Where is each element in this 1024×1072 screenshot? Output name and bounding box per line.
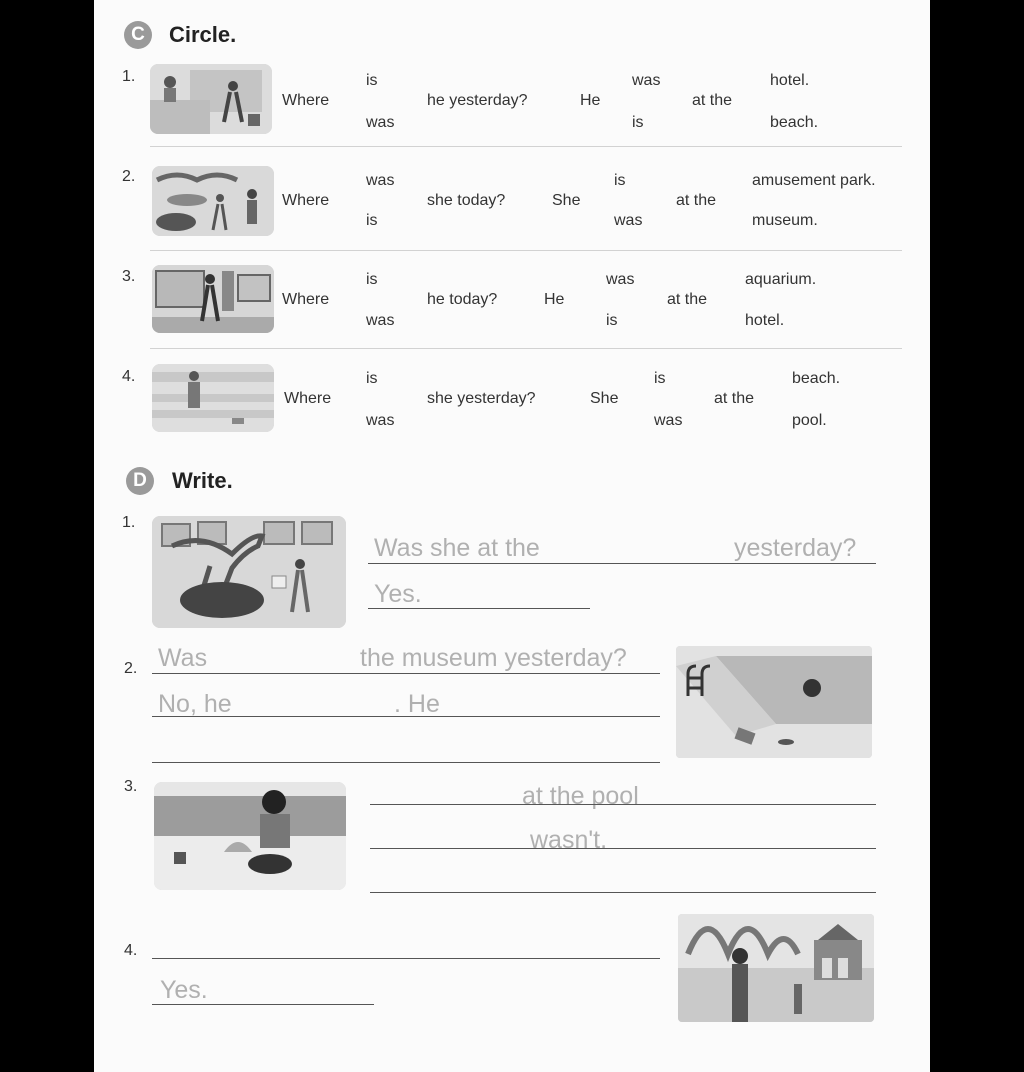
c4-choice-is[interactable]: is (366, 370, 378, 387)
c4-pool-picture (152, 364, 274, 432)
c1-choice-was-2[interactable]: was (632, 72, 661, 89)
c1-where: Where (282, 92, 330, 109)
d1-number: 1. (122, 514, 136, 531)
d3-line1[interactable] (370, 804, 876, 805)
d3-beach-picture (154, 782, 346, 890)
c2-where: Where (282, 192, 330, 209)
d2-question-end: the museum yesterday? (360, 644, 627, 672)
c2-choice-is-2[interactable]: is (614, 172, 626, 189)
c4-at-the: at the (714, 390, 755, 407)
c2-number: 2. (122, 168, 136, 185)
c4-where: Where (284, 390, 332, 407)
c3-aquarium-picture (152, 265, 274, 333)
c1-number: 1. (122, 68, 136, 85)
c4-choice-is-2[interactable]: is (654, 370, 666, 387)
c4-choice-was[interactable]: was (366, 412, 395, 429)
d1-answer-line[interactable] (368, 608, 590, 609)
d3-line1-text: at the pool (522, 782, 639, 810)
c1-question-middle: he yesterday? (427, 92, 528, 109)
c2-choice-was[interactable]: was (366, 172, 395, 189)
c3-choice-aquarium[interactable]: aquarium. (745, 271, 817, 288)
section-c-badge: C (124, 21, 152, 49)
d1-dinosaur-museum-picture (152, 516, 346, 628)
c3-number: 3. (122, 268, 136, 285)
section-d-badge: D (126, 467, 154, 495)
d2-answer-start: No, he (158, 690, 232, 718)
c3-choice-was-2[interactable]: was (606, 271, 635, 288)
c2-choice-is[interactable]: is (366, 212, 378, 229)
d1-question-end: yesterday? (734, 534, 857, 562)
d2-pool-picture (676, 646, 872, 758)
c1-at-the: at the (692, 92, 733, 109)
c2-subject: She (552, 192, 581, 209)
c1-subject: He (580, 92, 601, 109)
c1-hotel-picture (150, 64, 272, 134)
worksheet-page (94, 0, 930, 1072)
c3-where: Where (282, 291, 330, 308)
c3-choice-was[interactable]: was (366, 312, 395, 329)
c2-choice-amusement-park[interactable]: amusement park. (752, 172, 876, 189)
section-d-title: Write. (172, 468, 233, 493)
c4-choice-was-2[interactable]: was (654, 412, 683, 429)
d1-question-start: Was she at the (374, 534, 540, 562)
d3-number: 3. (124, 778, 138, 795)
d4-number: 4. (124, 942, 138, 959)
d1-answer: Yes. (374, 580, 422, 608)
c1-divider (150, 146, 902, 147)
c4-choice-beach[interactable]: beach. (792, 370, 841, 387)
d4-amusement-park-picture (678, 914, 874, 1022)
c4-question-middle: she yesterday? (427, 390, 536, 407)
c4-choice-pool[interactable]: pool. (792, 412, 827, 429)
c2-museum-picture (152, 166, 274, 236)
c1-choice-is[interactable]: is (366, 72, 378, 89)
d4-answer-line[interactable] (152, 1004, 374, 1005)
c2-choice-museum[interactable]: museum. (752, 212, 818, 229)
d2-answer-middle: . He (394, 690, 440, 718)
c1-choice-is-2[interactable]: is (632, 114, 644, 131)
c2-divider (150, 250, 902, 251)
c3-question-middle: he today? (427, 291, 498, 308)
d3-line2[interactable] (370, 848, 876, 849)
c2-at-the: at the (676, 192, 717, 209)
c2-choice-was-2[interactable]: was (614, 212, 643, 229)
c3-choice-hotel[interactable]: hotel. (745, 312, 785, 329)
c3-at-the: at the (667, 291, 708, 308)
d2-number: 2. (124, 660, 138, 677)
d3-line3[interactable] (370, 892, 876, 893)
c3-divider (150, 348, 902, 349)
c2-question-middle: she today? (427, 192, 506, 209)
c3-choice-is-2[interactable]: is (606, 312, 618, 329)
d2-answer-line[interactable] (152, 716, 660, 717)
d2-question-line[interactable] (152, 673, 660, 674)
section-c-title: Circle. (169, 22, 237, 47)
c1-choice-was[interactable]: was (366, 114, 395, 131)
d2-extra-line[interactable] (152, 762, 660, 763)
d4-question-line[interactable] (152, 958, 660, 959)
c3-choice-is[interactable]: is (366, 271, 378, 288)
d1-question-line[interactable] (368, 563, 876, 564)
c4-subject: She (590, 390, 619, 407)
c3-subject: He (544, 291, 565, 308)
c1-choice-beach[interactable]: beach. (770, 114, 819, 131)
c1-choice-hotel[interactable]: hotel. (770, 72, 810, 89)
d2-question-start: Was (158, 644, 208, 672)
d4-answer: Yes. (160, 976, 208, 1004)
c4-number: 4. (122, 368, 136, 385)
d3-line2-text: wasn't. (530, 826, 608, 854)
